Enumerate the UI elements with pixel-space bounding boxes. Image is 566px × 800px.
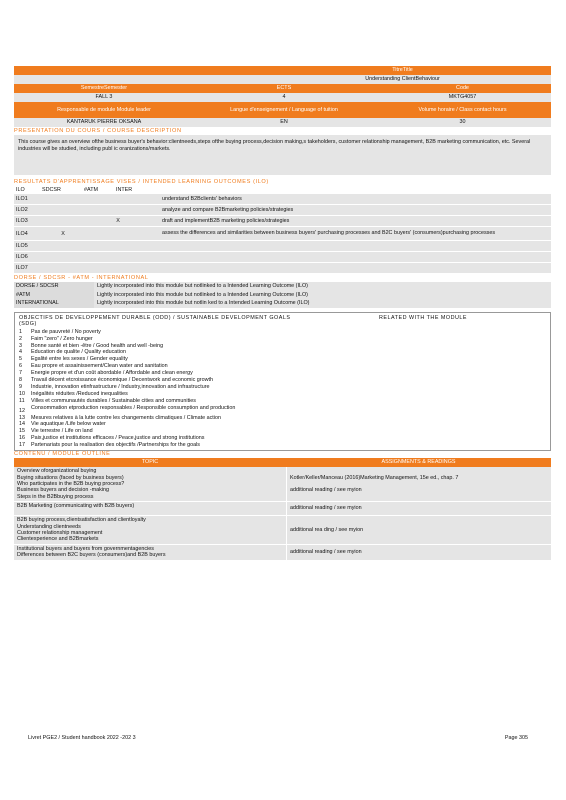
sdg-item xyxy=(19,435,546,442)
sdg-number: 7 xyxy=(19,370,22,377)
sdg-text: Bonne santé et bien -être / Good health and well -being xyxy=(31,342,164,349)
dorse-label: INTERNATIONAL xyxy=(14,299,94,308)
sdg-text: Inégalités réduites /Reduced inequalities xyxy=(31,390,128,397)
sdg-number: 11 xyxy=(19,397,25,404)
ilo-text: draft and implementB2B marketing policies/strategies xyxy=(162,218,290,224)
sdg-item xyxy=(19,384,546,391)
ilo-atm xyxy=(84,194,152,204)
ects-label: ECTS xyxy=(276,85,292,91)
ilo-row xyxy=(14,194,551,205)
dorse-text: Lightly incorporated into this module but notlinked to a Intended Learning Outcome (ILO) xyxy=(94,291,551,300)
sdg-number: 17 xyxy=(19,442,25,449)
sdg-related-title: RELATED WITH THE MODULE xyxy=(379,314,467,321)
ilo-row xyxy=(14,252,551,263)
sdg-text: Energie propre et d'un coût abordable / Affordable and clean energy xyxy=(31,370,193,377)
ilo-sdcsr xyxy=(42,194,84,204)
ilo-sdcsr: X xyxy=(61,230,65,237)
ilo-text: analyze and compare B2Bmarketing policies/strategies xyxy=(162,207,294,213)
sdg-number: 3 xyxy=(19,342,22,349)
dorse-table xyxy=(14,282,551,308)
sdg-box xyxy=(14,312,551,452)
semester-value-row xyxy=(14,93,551,102)
content-title: CONTENU / MODULE OUTLINE xyxy=(14,451,111,458)
footer-left: Livret PGE2 / Student handbook 2022 -202 3 xyxy=(28,735,136,741)
ilo-table xyxy=(14,194,551,274)
content-assignment: additional reading / see myion xyxy=(286,502,551,515)
dorse-label: #ATM xyxy=(14,291,94,300)
sdg-item xyxy=(19,329,546,336)
sdg-item xyxy=(19,405,546,415)
ilo-id: ILO5 xyxy=(16,243,28,249)
ilo-row xyxy=(14,205,551,216)
dorse-text: Lightly incorporated into this module but notlinked to a Intended Learning Outcome (ILO) xyxy=(94,282,551,291)
sdg-number: 10 xyxy=(19,390,25,397)
sdg-item xyxy=(19,356,546,363)
ilo-title: RESULTATS D'APPRENTISSAGE VISES / INTENDED LEARNING OUTCOMES (ILO) xyxy=(14,179,269,185)
content-topic: B2B Marketing (communicating with B2B buyers) xyxy=(17,503,135,510)
ilo-text: understand B2Bclients' behaviors xyxy=(162,196,242,202)
ilo-row xyxy=(14,227,551,241)
language-label: Langue d'enseignement / Language of tuition xyxy=(230,107,338,113)
title-value-row xyxy=(14,75,551,84)
hours-label: Volume horaire / Class contact hours xyxy=(418,107,507,113)
ilo-atm xyxy=(84,241,152,251)
sdg-text: Faim "zero" / Zero hunger xyxy=(31,335,93,342)
sdg-item xyxy=(19,442,546,449)
sdg-number: 4 xyxy=(19,349,22,356)
content-topic: Institutional buyers and buyers from governmentagencies Differences between B2C buyers (consumers)and B2B buyers xyxy=(17,545,166,559)
code-label: Code xyxy=(456,85,469,91)
sdg-item xyxy=(19,415,546,422)
semester-value: FALL 3 xyxy=(95,94,113,100)
sdg-item xyxy=(19,398,546,405)
ilo-col-atm: #ATM xyxy=(84,187,98,193)
content-assignment: Kotler/Keller/Manceau (2016)Marketing Management, 15e ed., chap. 7 additional reading / see myion xyxy=(286,467,551,501)
content-table xyxy=(14,467,551,560)
presentation-title: PRESENTATION DU COURS / COURSE DESCRIPTION xyxy=(14,128,182,134)
ilo-id: ILO4 xyxy=(16,230,28,237)
responsible-header-row xyxy=(14,102,551,118)
ilo-col-inter: INTER xyxy=(116,187,133,193)
content-topic: Overview oforganizational buying Buying situations (faced by business buyers) Who participates in the B2B buying process? Business buyers and decision -making Steps in the B2Bbuying process xyxy=(17,468,125,500)
dorse-title: DORSE / SDCSR - #ATM - INTERNATIONAL xyxy=(14,275,149,281)
dorse-text: Lightly incorporated into this module but notlin ked to a Intended Learning Outcome (ILO) xyxy=(94,299,551,308)
sdg-number: 9 xyxy=(19,383,22,390)
sdg-number: 14 xyxy=(19,421,25,428)
ilo-row xyxy=(14,216,551,227)
sdg-item xyxy=(19,391,546,398)
ilo-sdcsr xyxy=(42,252,84,262)
ilo-id: ILO3 xyxy=(16,218,28,224)
content-col-topic: TOPIC xyxy=(141,459,159,466)
sdg-text: Eau propre et assainissement/Clean water and sanitation xyxy=(31,363,168,370)
content-row xyxy=(14,467,551,502)
language-value: EN xyxy=(280,119,288,125)
sdg-item xyxy=(19,428,546,435)
content-row xyxy=(14,545,551,561)
ilo-sdcsr xyxy=(42,205,84,215)
sdg-item xyxy=(19,349,546,356)
content-header-row xyxy=(14,458,551,467)
content-assignment: additional rea ding / see myion xyxy=(286,516,551,544)
sdg-item xyxy=(19,343,546,350)
sdg-text: Partenariats pour la realisation des objectifs /Partnerships for the goals xyxy=(31,442,200,449)
footer-page-number: Page 305 xyxy=(504,735,528,741)
ilo-atm xyxy=(84,205,152,215)
sdg-text: Egalité entre les sexes / Gender equality xyxy=(31,356,128,363)
ilo-sdcsr xyxy=(42,241,84,251)
sdg-number: 1 xyxy=(19,328,22,335)
sdg-item xyxy=(19,421,546,428)
dorse-row xyxy=(14,282,551,291)
ilo-column-headers xyxy=(14,186,551,194)
sdg-text: Pas de pauvreté / No poverty xyxy=(31,328,101,335)
ilo-atm xyxy=(84,263,152,273)
sdg-number: 6 xyxy=(19,363,22,370)
sdg-title: OBJECTIFS DE DEVELOPPEMENT DURABLE (ODD) / SUSTAINABLE DEVELOPMENT GOALS (SDG) xyxy=(19,314,291,328)
content-topic: B2B buying process,clientsatisfaction and clientloyalty Understanding clientneeds Customer relationship management Clientexperience and B2Bmarkets xyxy=(17,517,146,543)
dorse-row xyxy=(14,291,551,300)
sdg-number: 13 xyxy=(19,414,25,421)
ilo-text: assess the differences and similarities between business buyers' purchasing processes and B2C buyers' (consumers)purchasing processes xyxy=(162,230,496,237)
sdg-item xyxy=(19,336,546,343)
ilo-id: ILO6 xyxy=(16,254,28,260)
sdg-number: 8 xyxy=(19,377,22,384)
sdg-item xyxy=(19,377,546,384)
content-assignment: additional reading / see myion xyxy=(286,545,551,560)
sdg-item xyxy=(19,363,546,370)
ilo-row xyxy=(14,263,551,274)
presentation-body: This course gives an overview ofthe business buyer's behavior:clientneeds,steps ofthe buying process,decision making,s takeholders, customer relationship management, B2B marketing communication, etc. Several industries will be studied, including publ ic oranizations/markets. xyxy=(14,135,551,175)
ilo-id: ILO2 xyxy=(16,207,28,213)
ilo-text xyxy=(152,241,551,251)
semester-header-row xyxy=(14,84,551,93)
sdg-text: Travail décent etcroissance économique / Decentwork and economic growth xyxy=(31,377,213,384)
ilo-atm xyxy=(84,252,152,262)
sdg-text: Education de qualite / Quality education xyxy=(31,349,126,356)
sdg-text: Vie aquatique /Life below water xyxy=(31,421,106,428)
ilo-sdcsr xyxy=(42,263,84,273)
code-value: MKTG4057 xyxy=(448,94,477,100)
page-footer xyxy=(28,735,528,741)
sdg-number: 12 xyxy=(19,407,25,414)
dorse-label: DORSE / SDCSR xyxy=(14,282,94,291)
hours-value: 30 xyxy=(459,119,466,125)
ilo-row xyxy=(14,241,551,252)
ilo-id: ILO7 xyxy=(16,265,28,271)
ects-value: 4 xyxy=(282,94,286,100)
sdg-text: Mesures relatives à la lutte contre les changements climatiques / Climate action xyxy=(31,414,221,421)
sdg-text: Industrie, innovation etinfrastructure / Industry,innovation and infrastructure xyxy=(31,383,210,390)
ilo-col-ilo: ILO xyxy=(16,187,25,193)
dorse-row xyxy=(14,299,551,308)
sdg-text: Vie terrestre / Life on land xyxy=(31,428,93,435)
sdg-number: 5 xyxy=(19,356,22,363)
sdg-number: 15 xyxy=(19,428,25,435)
sdg-number: 2 xyxy=(19,335,22,342)
title-label: TitreTitle xyxy=(392,67,413,73)
responsible-label: Responsable de module Module leader xyxy=(57,107,151,113)
content-col-assign: ASSIGNMENTS & READINGS xyxy=(381,459,456,466)
sdg-item xyxy=(19,370,546,377)
sdg-text: Paix,justice et institutions efficaces / Peace,justice and strong institutions xyxy=(31,435,205,442)
title-value: Understanding ClientBehaviour xyxy=(365,76,440,82)
ilo-id: ILO1 xyxy=(16,196,28,202)
ilo-col-sdcsr: SDCSR xyxy=(42,187,61,193)
ilo-text xyxy=(152,263,551,273)
sdg-list xyxy=(19,329,546,449)
sdg-number: 16 xyxy=(19,435,25,442)
responsible-value: KANTARUK PIERRE OKSANA xyxy=(66,119,142,125)
responsible-value-row xyxy=(14,118,551,127)
sdg-text: Villes et communautés durables / Sustainable cities and communities xyxy=(31,397,196,404)
semester-label: SemestreSemester xyxy=(80,85,128,91)
ilo-text xyxy=(152,252,551,262)
course-sheet xyxy=(14,66,551,561)
ilo-sdcsr xyxy=(42,216,84,226)
content-row xyxy=(14,502,551,516)
content-row xyxy=(14,516,551,545)
title-header-row xyxy=(14,66,551,75)
ilo-atm: X xyxy=(116,218,120,224)
sdg-text: Consommation etproduction responsables / Responsible consumption and production xyxy=(31,404,236,411)
